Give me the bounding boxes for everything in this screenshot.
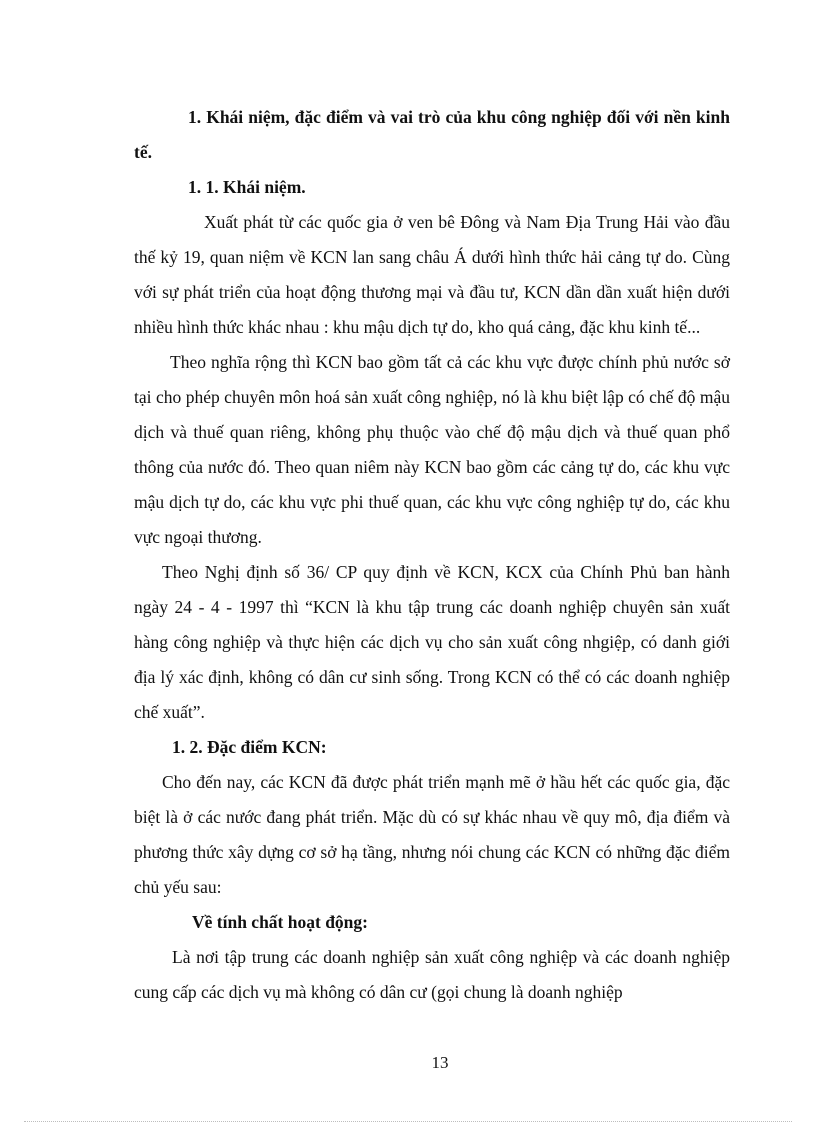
paragraph-characteristics-intro: Cho đến nay, các KCN đã được phát triển mạnh mẽ ở hầu hết các quốc gia, đặc biệt là ở các nước đang phát triển. Mặc dù có sự khác nhau về quy mô, địa điểm và phương thức xây dựng cơ sở hạ tầng, nhưng nói chung các KCN có những đặc điểm chủ yếu sau: — [134, 772, 730, 897]
section-heading-1-1: 1. 1. Khái niệm. — [188, 177, 306, 197]
page-bottom-divider — [24, 1121, 792, 1122]
paragraph-broad-definition: Theo nghĩa rộng thì KCN bao gồm tất cả các khu vực được chính phủ nước sở tại cho phép chuyên môn hoá sản xuất công nghiệp, nó là khu biệt lập có chế độ mậu dịch và thuế quan riêng, không phụ thuộc vào chế độ mậu dịch và thuế quan phổ thông của nước đó. Theo quan niêm này KCN bao gồm các cảng tự do, các khu vực mậu dịch tự do, các khu vực phi thuế quan, các khu vực công nghiệp tự do, các khu vực ngoại thương. — [134, 352, 730, 547]
section-heading-1: 1. Khái niệm, đặc điểm và vai trò của khu công nghiệp đối với nền kinh tế. — [134, 107, 730, 162]
page-number: 13 — [431, 1053, 449, 1072]
paragraph-origin: Xuất phát từ các quốc gia ở ven bê Đông và Nam Địa Trung Hải vào đầu thế kỷ 19, quan niệm về KCN lan sang châu Á dưới hình thức hải cảng tự do. Cùng với sự phát triển của hoạt động thương mại và đầu tư, KCN dần dần xuất hiện dưới nhiều hình thức khác nhau : khu mậu dịch tự do, kho quá cảng, đặc khu kinh tế... — [134, 212, 730, 337]
page-content — [134, 100, 730, 1010]
paragraph-activity-nature: Là nơi tập trung các doanh nghiệp sản xuất công nghiệp và các doanh nghiệp cung cấp các dịch vụ mà không có dân cư (gọi chung là doanh nghiệp — [134, 947, 730, 1002]
section-heading-1-2: 1. 2. Đặc điểm KCN: — [172, 737, 327, 757]
subheading-activity-nature: Về tính chất hoạt động: — [192, 912, 368, 932]
paragraph-decree-definition: Theo Nghị định số 36/ CP quy định về KCN, KCX của Chính Phủ ban hành ngày 24 - 4 - 1997 thì “KCN là khu tập trung các doanh nghiệp chuyên sản xuất hàng công nghiệp và thực hiện các dịch vụ cho sản xuất công nhgiệp, có danh giới địa lý xác định, không có dân cư sinh sống. Trong KCN có thể có các doanh nghiệp chế xuất”. — [134, 562, 730, 722]
